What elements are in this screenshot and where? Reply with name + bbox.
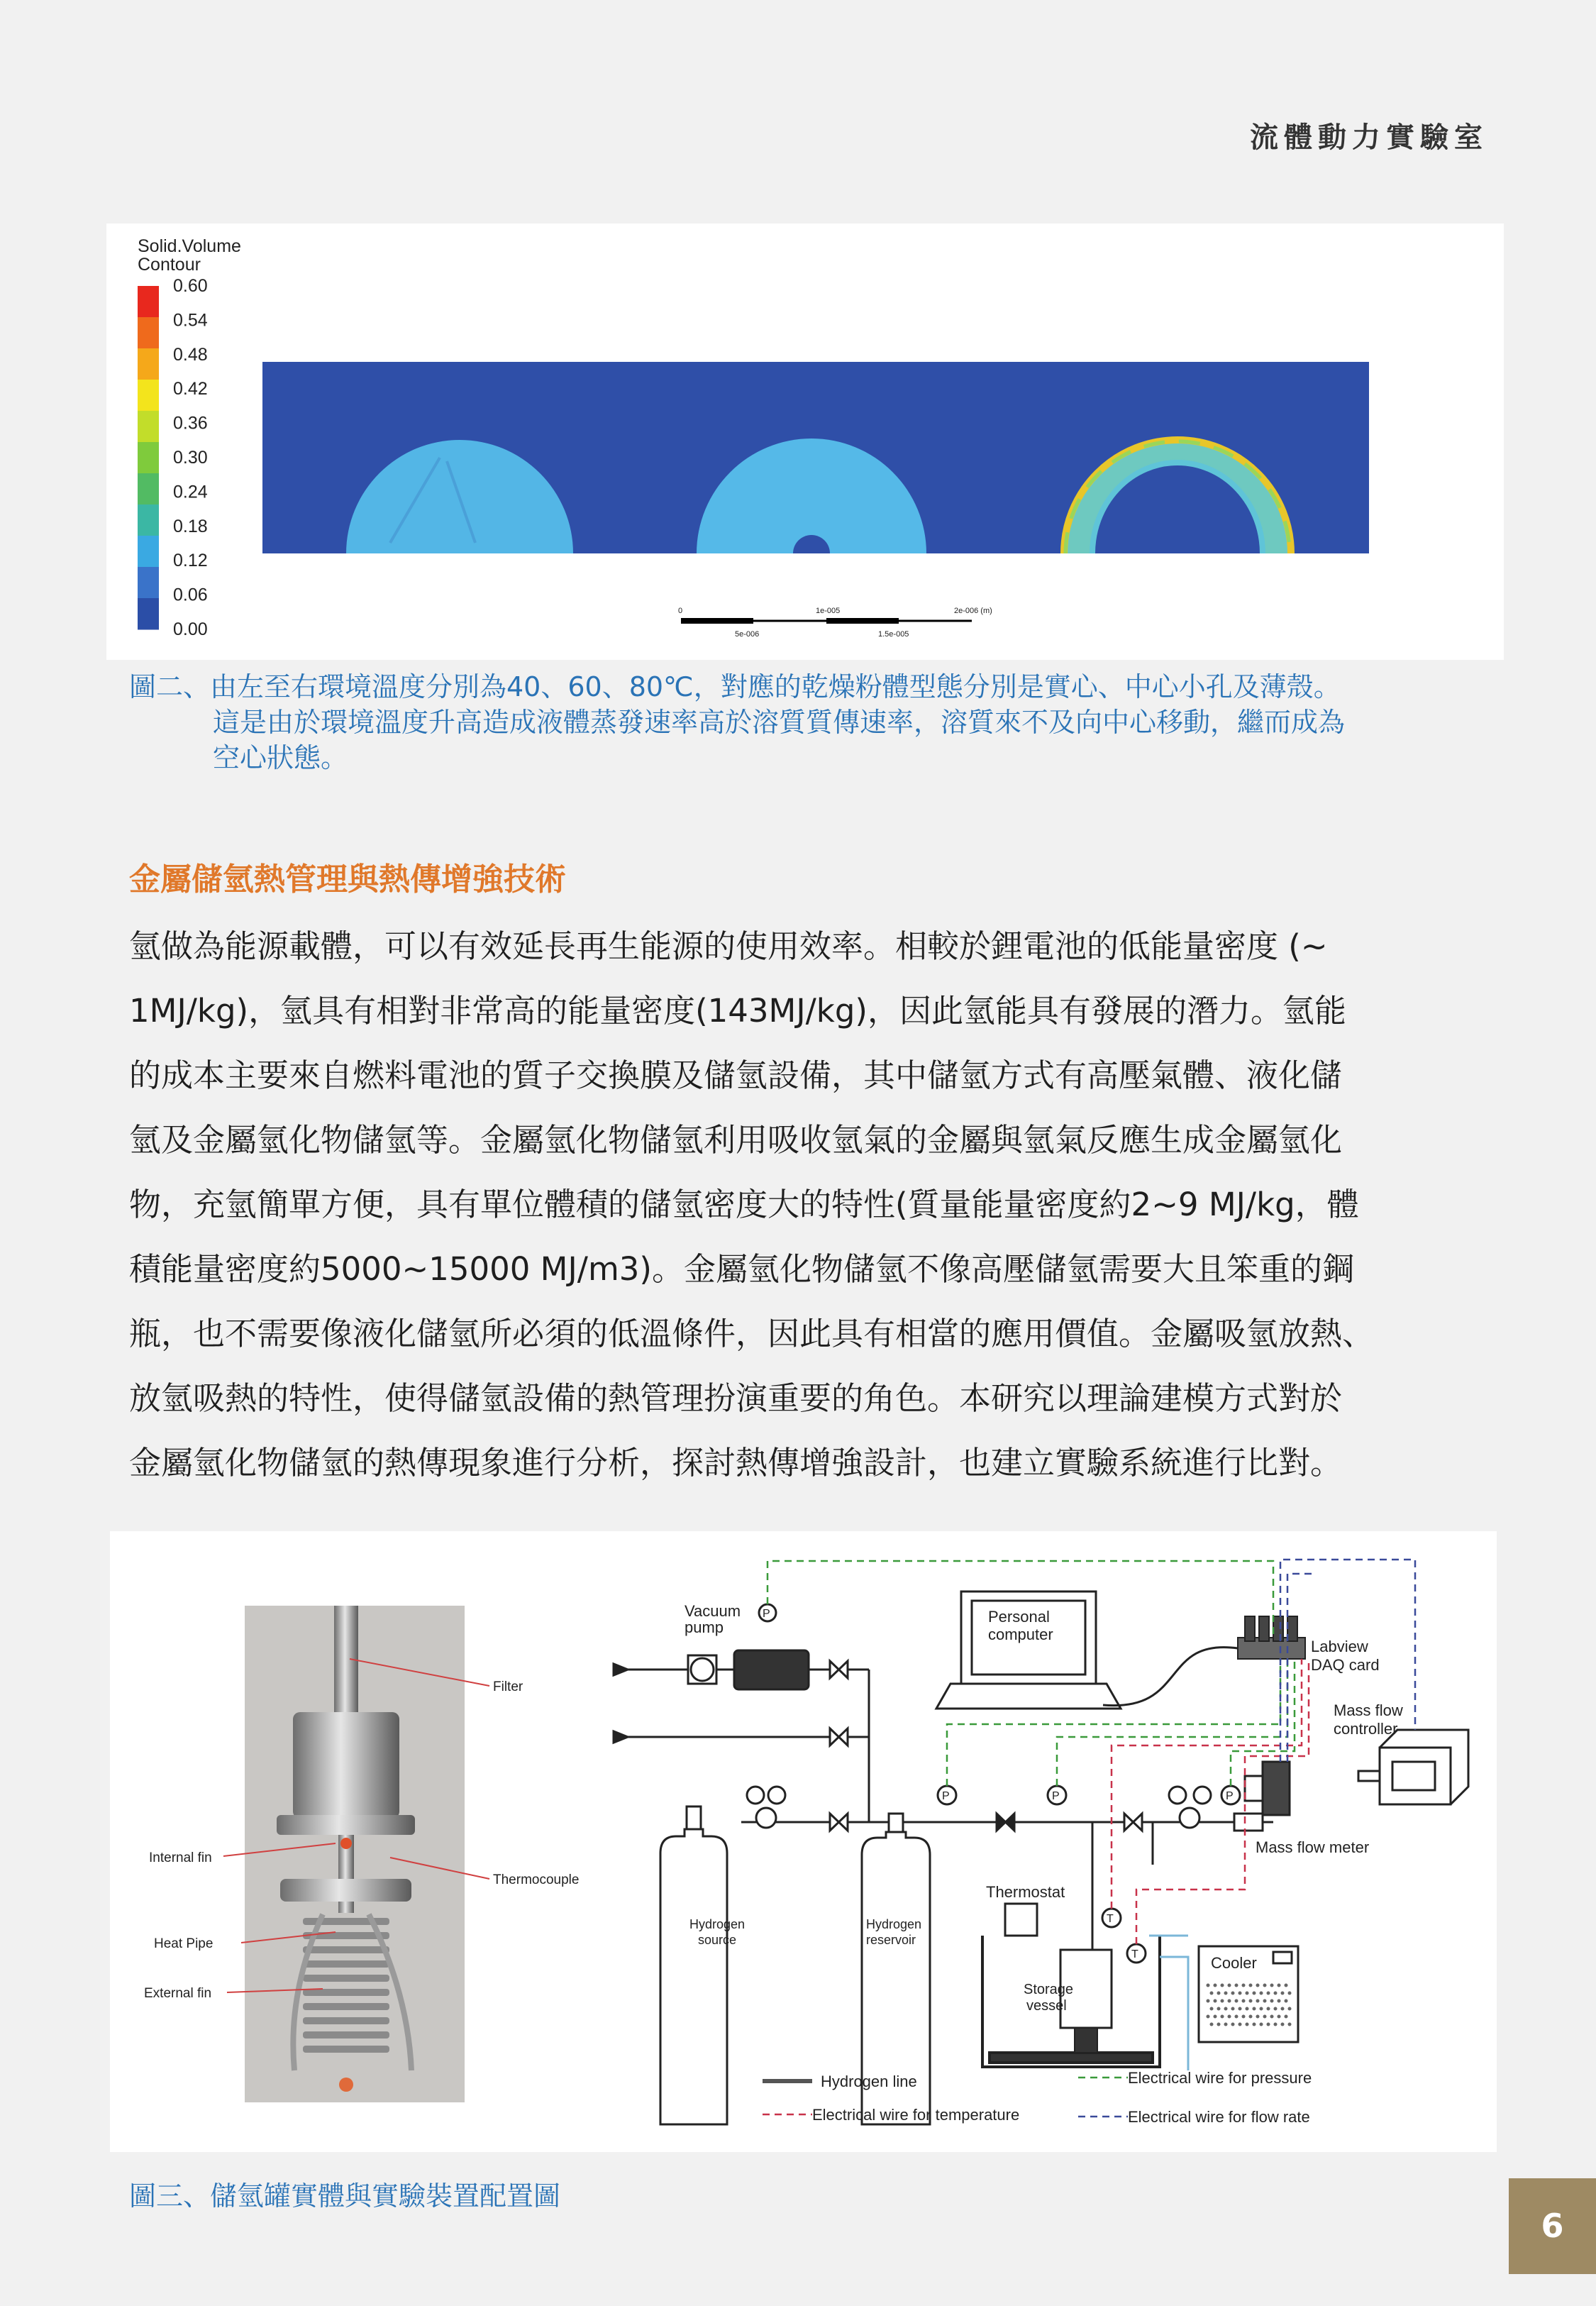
body-line: 氫做為能源載體，可以有效延長再生能源的使用效率。相較於鋰電池的低能量密度 (~ <box>129 927 1328 965</box>
cooler-vent-dot <box>1256 1999 1260 2003</box>
cooler-vent-dot <box>1249 2015 1253 2019</box>
legend-title-1: Solid.Volume <box>138 236 241 256</box>
label-vacuum-pump-1: Vacuum <box>685 1602 741 1620</box>
label-storage-2: vessel <box>1026 1998 1067 2014</box>
cooler-vent-dot <box>1210 2007 1214 2011</box>
cooler-vent-dot <box>1281 2007 1285 2011</box>
cooler-vent-dot <box>1270 1999 1274 2003</box>
cooler-vent-dot <box>1288 2007 1292 2011</box>
label-internal-fin: Internal fin <box>149 1850 212 1865</box>
cooler-vent-dot <box>1249 1999 1253 2003</box>
cooler-vent-dot <box>1260 2023 1263 2026</box>
cooler-vent-dot <box>1253 2007 1256 2011</box>
legend-color-segment <box>138 473 159 505</box>
cooler-vent-dot <box>1267 1992 1270 1995</box>
cooler-vent-dot <box>1210 1992 1214 1995</box>
cooler-vent-dot <box>1228 1999 1231 2003</box>
body-line: 氫及金屬氫化物儲氫等。金屬氫化物儲氫利用吸收氫氣的金屬與氫氣反應生成金屬氫化 <box>129 1121 1343 1159</box>
scale-label-2: 2e-006 (m) <box>954 607 992 615</box>
legend-hydrogen-line: Hydrogen line <box>821 2073 917 2090</box>
body-line: 瓶，也不需要像液化儲氫所必須的低溫條件，因此具有相當的應用價值。金屬吸氫放熱、 <box>129 1315 1375 1352</box>
scale-label-1: 1e-005 <box>816 607 841 615</box>
figure-setup <box>110 1531 1497 2152</box>
cooler-vent-dot <box>1281 1992 1285 1995</box>
legend-tick-label: 0.30 <box>173 448 208 468</box>
legend-color-segment <box>138 598 159 630</box>
cooler-vent-dot <box>1256 1984 1260 1987</box>
label-mfc-2: controller <box>1334 1720 1398 1738</box>
cooler-vent-dot <box>1238 2023 1242 2026</box>
figure-contour <box>106 224 1504 660</box>
hydrogen-source <box>660 1787 785 2124</box>
cooler-vent-dot <box>1274 2023 1278 2026</box>
cooler-vent-dot <box>1228 2015 1231 2019</box>
label-thermocouple: Thermocouple <box>493 1872 580 1887</box>
scale-label-lower-1: 1.5e-005 <box>878 630 909 639</box>
legend-color-segment <box>138 286 159 318</box>
cooler-vent-dot <box>1285 1999 1288 2003</box>
legend-color-segment <box>138 442 159 474</box>
label-pc-2: computer <box>988 1626 1053 1643</box>
legend-tick-label: 0.18 <box>173 516 208 536</box>
label-daq-2: DAQ card <box>1311 1656 1380 1674</box>
cooler-vent-dot <box>1235 1999 1238 2003</box>
label-pc-1: Personal <box>988 1608 1050 1626</box>
legend-color-segment <box>138 317 159 349</box>
cooler-vent-dot <box>1246 1992 1249 1995</box>
cooler-vent-dot <box>1288 2023 1292 2026</box>
cooler-vent-dot <box>1214 1999 1217 2003</box>
legend-colorbar <box>138 286 159 630</box>
legend-color-segment <box>138 348 159 380</box>
setup-diagram <box>110 1531 1497 2152</box>
label-filter: Filter <box>493 1679 523 1694</box>
cooler-vent-dot <box>1288 1992 1292 1995</box>
body-line: 金屬氫化物儲氫的熱傳現象進行分析，探討熱傳增強設計，也建立實驗系統進行比對。 <box>129 1444 1343 1482</box>
cooler-vent-dot <box>1263 1984 1267 1987</box>
label-h2-reservoir-2: reservoir <box>866 1933 916 1947</box>
cooler-vent-dot <box>1238 1992 1242 1995</box>
gauge-p-vacuum: P <box>763 1608 770 1620</box>
gauge-p-1: P <box>942 1790 950 1802</box>
body-line: 的成本主要來自燃料電池的質子交換膜及儲氫設備，其中儲氫方式有高壓氣體、液化儲 <box>129 1057 1343 1094</box>
cooler-vent-dot <box>1207 2015 1210 2019</box>
cooler-vent-dot <box>1242 2015 1246 2019</box>
legend-ticks <box>173 276 208 639</box>
cooler-vent-dot <box>1235 2015 1238 2019</box>
label-h2-source-1: Hydrogen <box>689 1917 746 1931</box>
legend-color-segment <box>138 380 159 412</box>
cooler-vent-dot <box>1221 1984 1224 1987</box>
section-body <box>129 914 1498 1495</box>
cooler-vent-dot <box>1260 2007 1263 2011</box>
cooler-vent-dot <box>1231 2007 1235 2011</box>
mass-flow-meter <box>1234 1762 1290 1831</box>
cooler-vent-dot <box>1267 2023 1270 2026</box>
figure2-caption-line2: 這是由於環境溫度升高造成液體蒸發速率高於溶質質傳速率，溶質來不及向中心移動，繼而成為 <box>213 707 1346 738</box>
cooler-vent-dot <box>1221 1999 1224 2003</box>
contour-plot <box>106 224 1504 660</box>
cooler-vent-dot <box>1274 1992 1278 1995</box>
gauge-p-3: P <box>1226 1790 1234 1802</box>
body-line: 放氫吸熱的特性，使得儲氫設備的熱管理扮演重要的角色。本研究以理論建模方式對於 <box>129 1379 1343 1417</box>
cooler-vent-dot <box>1231 2023 1235 2026</box>
cooler-vent-dot <box>1207 1999 1210 2003</box>
legend-wire-flow: Electrical wire for flow rate <box>1128 2108 1310 2126</box>
cooler-vent-dot <box>1253 1992 1256 1995</box>
legend-color-segment <box>138 536 159 568</box>
scale-label-lower-0: 5e-006 <box>735 630 760 639</box>
gauge-p-2: P <box>1052 1790 1060 1802</box>
figure3-caption: 圖三、儲氫罐實體與實驗裝置配置圖 <box>129 2180 561 2212</box>
cooler-vent-dot <box>1281 2023 1285 2026</box>
label-mfc-1: Mass flow <box>1334 1701 1403 1719</box>
cooler-vent-dot <box>1242 1999 1246 2003</box>
scale-label-0: 0 <box>678 607 683 615</box>
cooler-vent-dot <box>1214 2015 1217 2019</box>
label-storage-1: Storage <box>1024 1982 1074 1997</box>
cooler-vent-dot <box>1228 1984 1231 1987</box>
header-lab-name: 流體動力實驗室 <box>1250 121 1488 154</box>
label-external-fin: External fin <box>144 1986 212 2001</box>
legend-tick-label: 0.48 <box>173 344 208 365</box>
cooler-vent-dot <box>1263 2015 1267 2019</box>
label-heat-pipe: Heat Pipe <box>154 1936 214 1951</box>
cooler-vent-dot <box>1270 1984 1274 1987</box>
figure2-caption <box>129 669 1477 776</box>
legend-tick-label: 0.00 <box>173 619 208 639</box>
page-number: 6 <box>1541 2207 1564 2245</box>
figure2-caption-line3: 空心狀態。 <box>213 742 348 773</box>
cooler-vent-dot <box>1214 1984 1217 1987</box>
cooler-vent-dot <box>1217 1992 1221 1995</box>
cooler-vent-dot <box>1278 2015 1281 2019</box>
label-mfm: Mass flow meter <box>1256 1838 1370 1856</box>
gauge-t-1: T <box>1107 1913 1114 1925</box>
body-line: 1MJ/kg)，氫具有相對非常高的能量密度(143MJ/kg)，因此氫能具有發展的潛力。氫能 <box>129 992 1346 1030</box>
label-vacuum-pump-2: pump <box>685 1618 724 1636</box>
daq-card <box>1238 1616 1305 1659</box>
label-h2-source-2: source <box>698 1933 737 1947</box>
legend-color-segment <box>138 411 159 443</box>
cooler-vent-dot <box>1217 2023 1221 2026</box>
cooler-vent-dot <box>1224 2007 1228 2011</box>
label-cooler: Cooler <box>1211 1954 1257 1972</box>
legend-color-segment <box>138 504 159 536</box>
cooler-vent-dot <box>1260 1992 1263 1995</box>
cooler-vent-dot <box>1285 2015 1288 2019</box>
cooler-vent-dot <box>1224 1992 1228 1995</box>
cooler-vent-dot <box>1278 1984 1281 1987</box>
cooler-vent-dot <box>1217 2007 1221 2011</box>
cooler-vent-dot <box>1224 2023 1228 2026</box>
cooler-vent-dot <box>1278 1999 1281 2003</box>
body-line: 積能量密度約5000~15000 MJ/m3)。金屬氫化物儲氫不像高壓儲氫需要大且笨重的鋼 <box>129 1250 1354 1288</box>
cooler-vent-dot <box>1249 1984 1253 1987</box>
cooler-vent-dot <box>1242 1984 1246 1987</box>
cooler-vent-dot <box>1263 1999 1267 2003</box>
mass-flow-controller <box>1358 1730 1468 1804</box>
cooler-vent-dot <box>1256 2015 1260 2019</box>
label-daq-1: Labview <box>1311 1638 1368 1655</box>
label-thermostat: Thermostat <box>986 1883 1065 1901</box>
cooler-vent-dot <box>1285 1984 1288 1987</box>
legend-tick-label: 0.06 <box>173 585 208 605</box>
legend-wire-pressure: Electrical wire for pressure <box>1128 2069 1312 2087</box>
cooler-vent-dot <box>1246 2023 1249 2026</box>
label-h2-reservoir-1: Hydrogen <box>866 1917 922 1931</box>
cooler-vent-dot <box>1231 1992 1235 1995</box>
cooler-vent-dot <box>1270 2015 1274 2019</box>
cooler-vent-dot <box>1274 2007 1278 2011</box>
legend-tick-label: 0.60 <box>173 276 208 296</box>
cooler-vent-dot <box>1267 2007 1270 2011</box>
legend-tick-label: 0.54 <box>173 310 208 331</box>
cooler-vent-dot <box>1207 1984 1210 1987</box>
cooler-vent-dot <box>1210 2023 1214 2026</box>
legend-tick-label: 0.24 <box>173 482 208 502</box>
legend-tick-label: 0.42 <box>173 379 208 399</box>
figure2-caption-line1: 圖二、由左至右環境溫度分別為40、60、80℃，對應的乾燥粉體型態分別是實心、中心小孔及薄殼。 <box>129 671 1341 702</box>
body-line: 物，充氫簡單方便，具有單位體積的儲氫密度大的特性(質量能量密度約2~9 MJ/kg，體 <box>129 1186 1359 1223</box>
cooler-vent-dot <box>1235 1984 1238 1987</box>
storage-tank-photo <box>245 1606 465 2102</box>
legend-tick-label: 0.12 <box>173 551 208 571</box>
cooler-vent-dot <box>1238 2007 1242 2011</box>
legend-wire-temperature: Electrical wire for temperature <box>812 2106 1020 2124</box>
gauge-t-2: T <box>1131 1948 1138 1960</box>
cooler-vent-dot <box>1246 2007 1249 2011</box>
legend-title-2: Contour <box>138 255 201 275</box>
section-heading: 金屬儲氫熱管理與熱傳增強技術 <box>129 861 566 898</box>
cooler-vent-dot <box>1221 2015 1224 2019</box>
legend-color-segment <box>138 567 159 599</box>
cooler-vent-dot <box>1253 2023 1256 2026</box>
legend-tick-label: 0.36 <box>173 413 208 434</box>
